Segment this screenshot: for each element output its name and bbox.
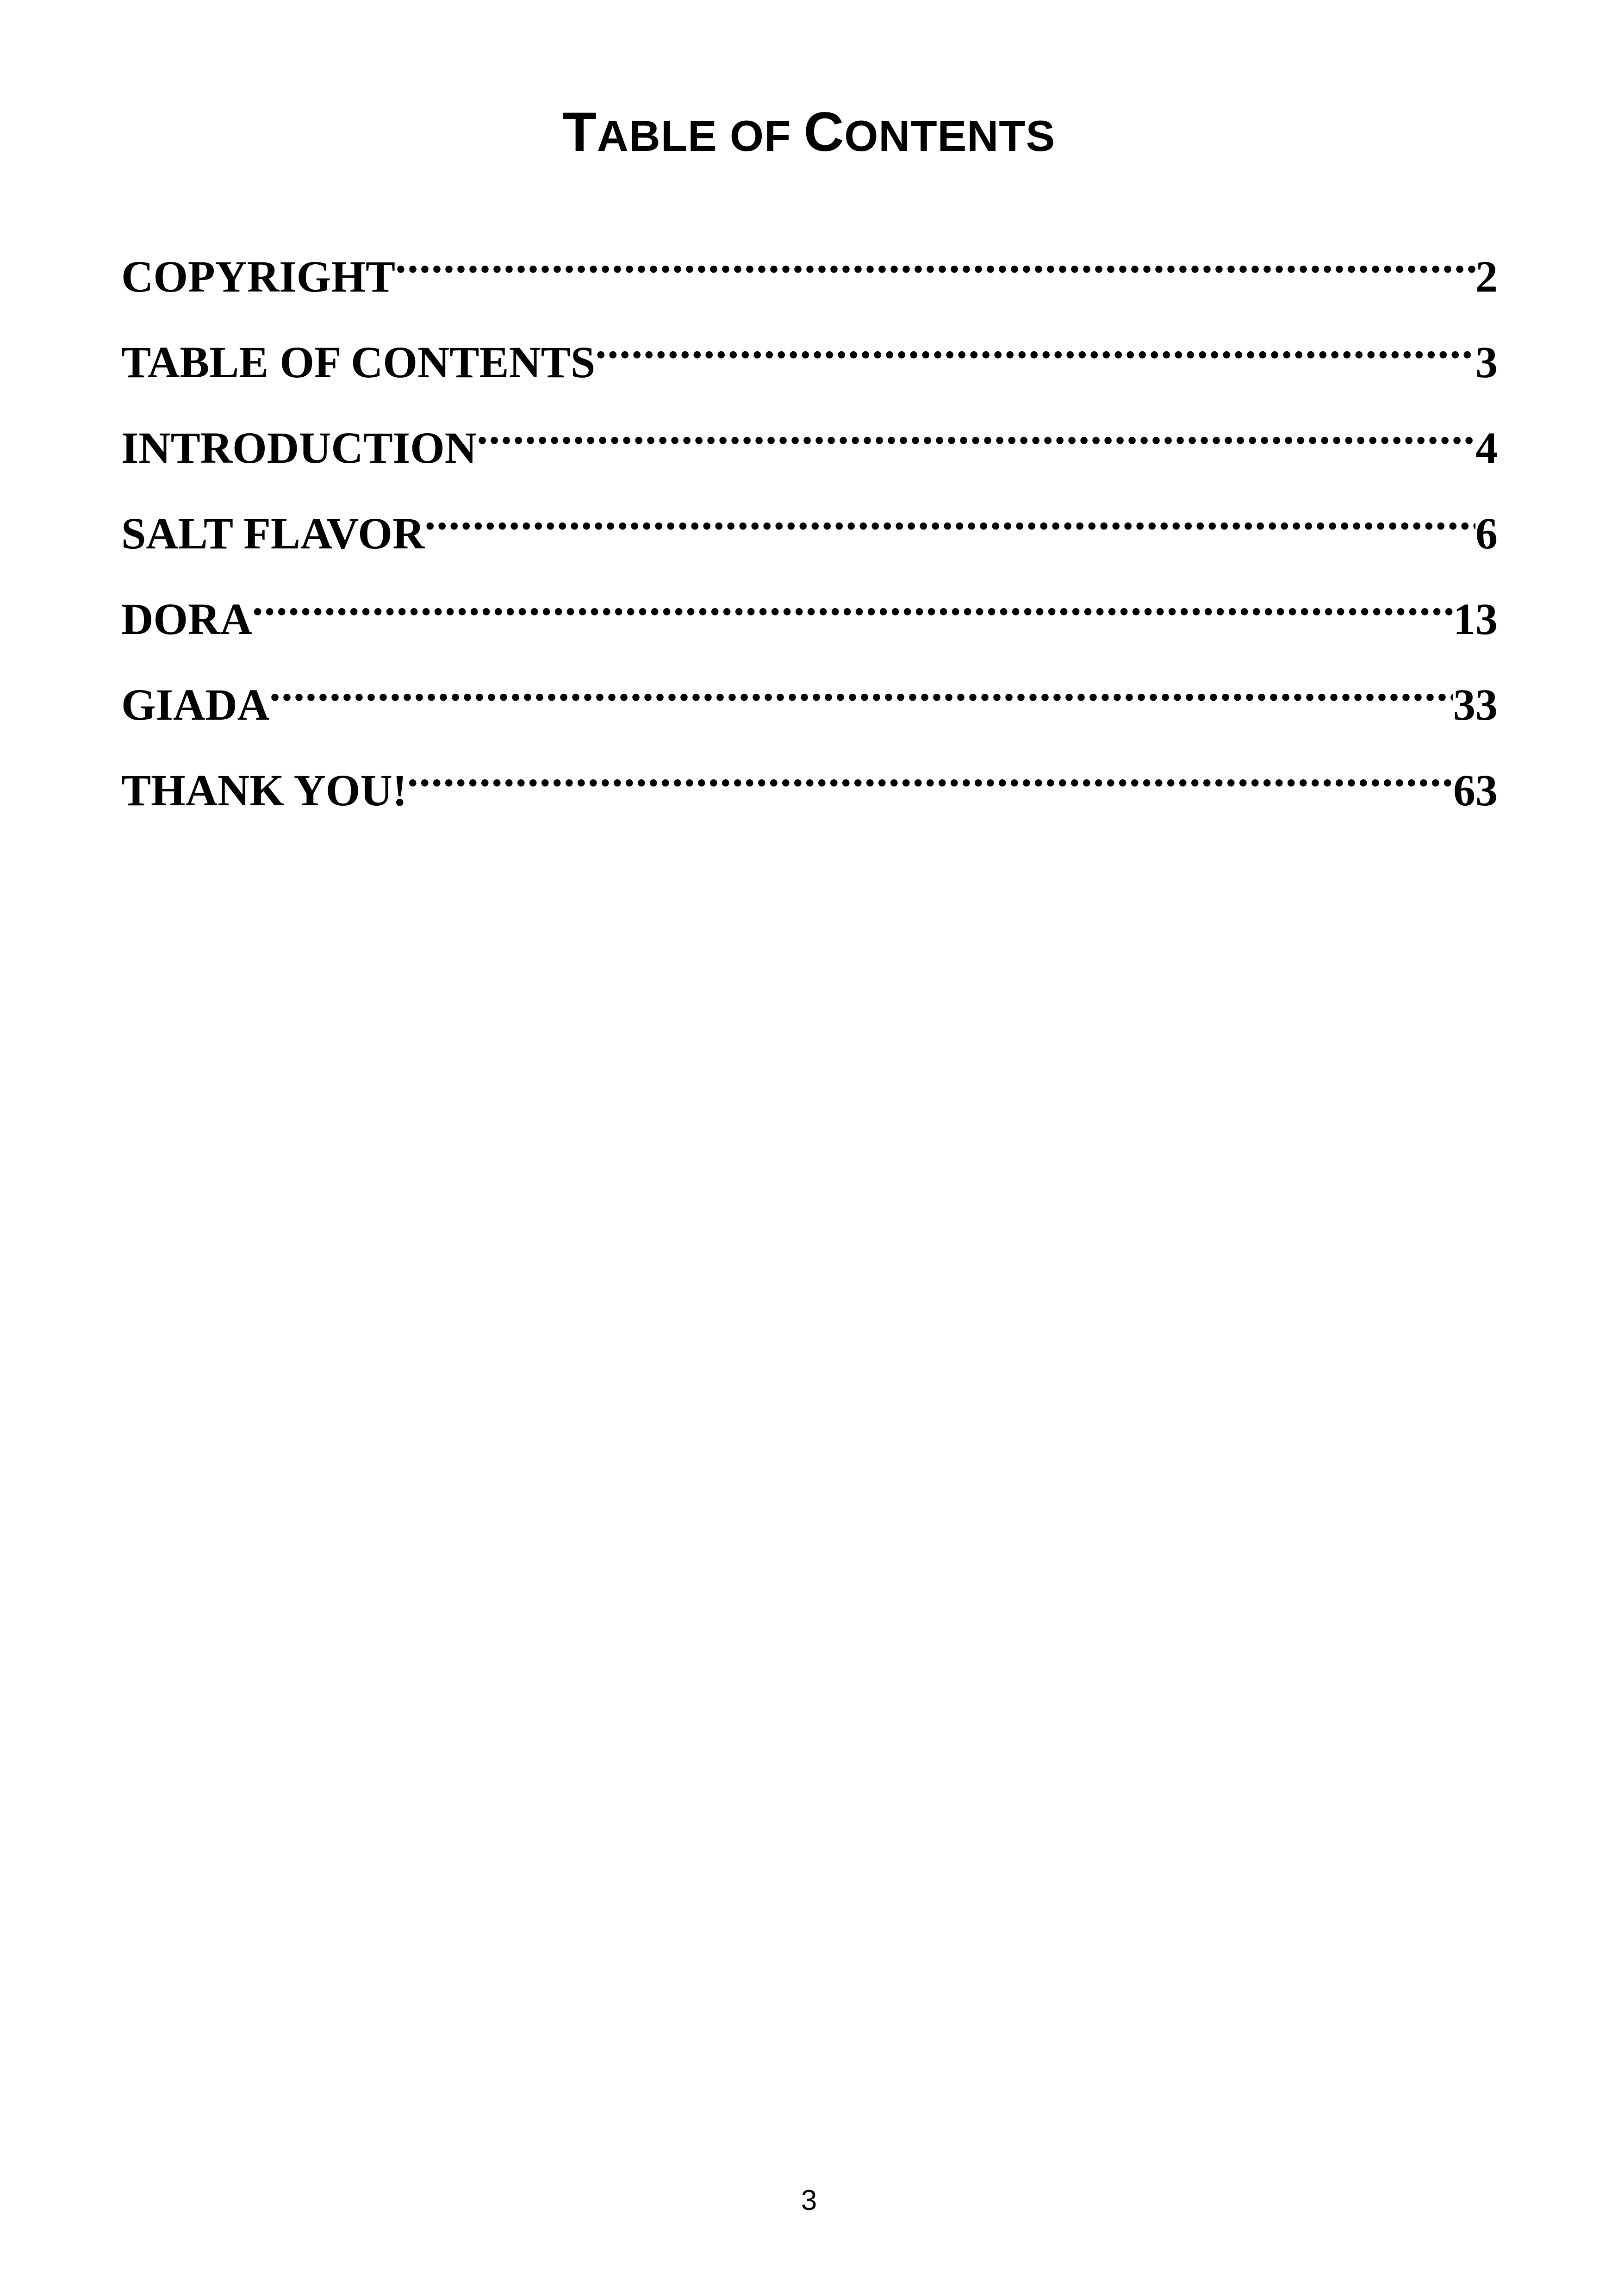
- toc-entry-page: 2: [1475, 252, 1498, 301]
- toc-entry-label: DORA: [121, 594, 252, 644]
- toc-dot-leader: [395, 231, 1475, 292]
- toc-entry-salt-flavor[interactable]: [121, 488, 1498, 574]
- toc-entry-label: TABLE OF CONTENTS: [121, 337, 596, 387]
- page-number: 3: [801, 2184, 817, 2216]
- toc-entry-label: INTRODUCTION: [121, 423, 477, 473]
- toc-dot-leader: [407, 745, 1453, 805]
- toc-entry-introduction[interactable]: [121, 403, 1498, 488]
- title-initial-1: T: [562, 101, 597, 163]
- toc-entry-page: 13: [1453, 594, 1498, 644]
- toc-entry-copyright[interactable]: [121, 231, 1498, 317]
- title-rest-2: ONTENTS: [844, 112, 1056, 160]
- toc-entry-page: 3: [1475, 337, 1498, 387]
- toc-dot-leader: [595, 317, 1475, 377]
- page-title: [0, 95, 1618, 173]
- toc-entry-page: 33: [1453, 680, 1498, 729]
- toc-entry-page: 63: [1453, 765, 1498, 815]
- toc-entry-label: COPYRIGHT: [121, 252, 396, 301]
- toc-dot-leader: [477, 403, 1475, 463]
- toc-entry-label: GIADA: [121, 680, 270, 729]
- toc-dot-leader: [424, 488, 1475, 548]
- toc-entry-label: SALT FLAVOR: [121, 509, 425, 558]
- toc-dot-leader: [269, 660, 1453, 720]
- title-initial-2: C: [803, 101, 845, 163]
- toc-entry-dora[interactable]: [121, 574, 1498, 660]
- toc-entry-page: 6: [1475, 509, 1498, 558]
- table-of-contents: [121, 231, 1498, 831]
- toc-entry-giada[interactable]: [121, 660, 1498, 745]
- toc-entry-thank-you[interactable]: [121, 745, 1498, 831]
- title-rest-1: ABLE OF: [597, 112, 804, 160]
- toc-dot-leader: [252, 574, 1453, 634]
- toc-entry-table-of-contents[interactable]: [121, 317, 1498, 403]
- toc-entry-label: THANK YOU!: [121, 765, 407, 815]
- toc-entry-page: 4: [1475, 423, 1498, 473]
